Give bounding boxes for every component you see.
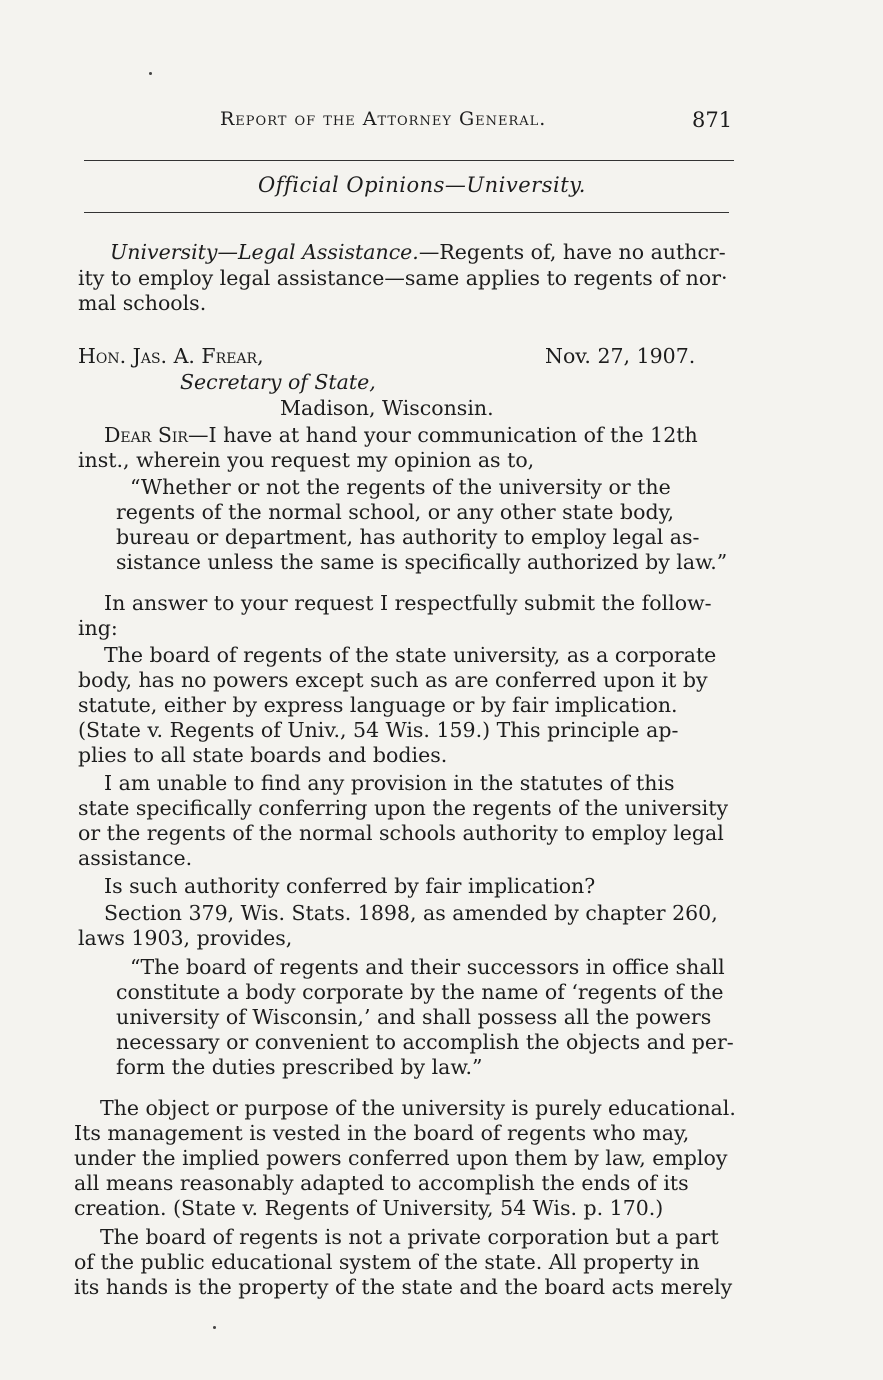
- paragraph-line: In answer to your request I respectfully submit the follow-: [104, 591, 712, 615]
- paragraph-line: Is such authority conferred by fair implication?: [104, 874, 596, 898]
- paragraph-line: under the implied powers conferred upon them by law, employ: [74, 1146, 728, 1170]
- paragraph-line: all means reasonably adapted to accomplish the ends of its: [74, 1171, 689, 1195]
- syllabus-line: ity to employ legal assistance—same applies to regents of nor·: [78, 266, 728, 290]
- quote-line: constitute a body corporate by the name of ‘regents of the: [116, 980, 724, 1004]
- print-speck: [149, 72, 152, 75]
- paragraph-line: creation. (State v. Regents of University, 54 Wis. p. 170.): [74, 1196, 664, 1220]
- quote-line: sistance unless the same is specifically authorized by law.”: [116, 550, 728, 574]
- quote-line: “Whether or not the regents of the university or the: [130, 475, 671, 499]
- paragraph-line: Its management is vested in the board of regents who may,: [74, 1121, 690, 1145]
- quote-line: bureau or department, has authority to employ legal as-: [116, 525, 700, 549]
- quote-line: regents of the normal school, or any other state body,: [116, 500, 674, 524]
- paragraph-line: assistance.: [78, 846, 193, 870]
- paragraph-line: Section 379, Wis. Stats. 1898, as amended by chapter 260,: [104, 901, 718, 925]
- salutation-line: Dear Sir—I have at hand your communication of the 12th: [104, 423, 698, 447]
- paragraph-line: The board of regents of the state university, as a corporate: [104, 643, 717, 667]
- header-rule: [84, 160, 734, 161]
- recipient-location: Madison, Wisconsin.: [280, 396, 494, 420]
- section-rule: [84, 212, 729, 213]
- quote-line: form the duties prescribed by law.”: [116, 1055, 483, 1079]
- quote-line: “The board of regents and their successors in office shall: [130, 955, 725, 979]
- paragraph-line: statute, either by express language or by fair implication.: [78, 693, 678, 717]
- paragraph-line: of the public educational system of the state. All property in: [74, 1250, 700, 1274]
- paragraph-line: ing:: [78, 616, 118, 640]
- syllabus-line: University—Legal Assistance.—Regents of, have no authcr-: [110, 240, 726, 264]
- syllabus-title: University—Legal Assistance.: [110, 240, 419, 264]
- paragraph-line: its hands is the property of the state and the board acts merely: [74, 1275, 733, 1299]
- paragraph-line: I am unable to find any provision in the statutes of this: [104, 771, 675, 795]
- paragraph-line: or the regents of the normal schools authority to employ legal: [78, 821, 724, 845]
- quote-line: university of Wisconsin,’ and shall possess all the powers: [116, 1005, 712, 1029]
- paragraph-line: (State v. Regents of Univ., 54 Wis. 159.) This principle ap-: [78, 718, 679, 742]
- paragraph-line: state specifically conferring upon the regents of the university: [78, 796, 729, 820]
- greeting: Dear Sir: [104, 423, 188, 447]
- quote-line: necessary or convenient to accomplish the objects and per-: [116, 1030, 734, 1054]
- section-heading: Official Opinions—University.: [258, 173, 586, 197]
- page-number: 871: [692, 108, 733, 132]
- running-header: Report of the Attorney General.: [220, 108, 547, 130]
- paragraph-line: plies to all state boards and bodies.: [78, 743, 448, 767]
- paragraph-line: laws 1903, provides,: [78, 926, 293, 950]
- salutation-line: inst., wherein you request my opinion as to,: [78, 448, 535, 472]
- letter-date: Nov. 27, 1907.: [545, 344, 696, 368]
- recipient-name: Hon. Jas. A. Frear,: [78, 344, 264, 368]
- recipient-office: Secretary of State,: [180, 370, 376, 394]
- paragraph-line: body, has no powers except such as are conferred upon it by: [78, 668, 708, 692]
- paragraph-line: The board of regents is not a private corporation but a part: [100, 1225, 719, 1249]
- paragraph-line: The object or purpose of the university is purely educational.: [100, 1096, 736, 1120]
- print-speck: [213, 1326, 216, 1329]
- syllabus-line: mal schools.: [78, 291, 207, 315]
